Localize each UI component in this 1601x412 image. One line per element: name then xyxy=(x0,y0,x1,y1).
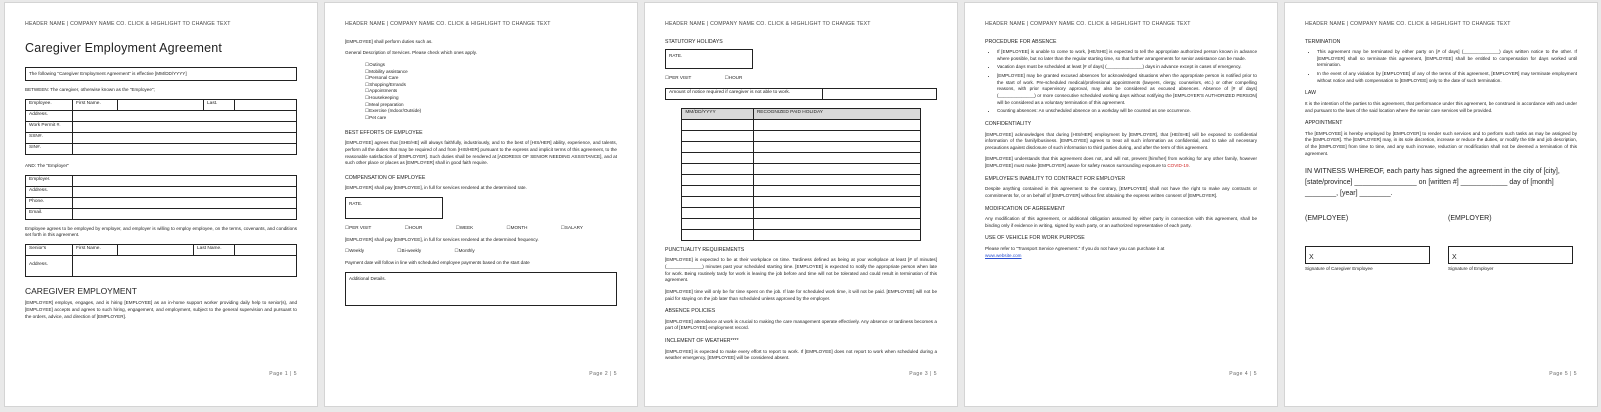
punctuality-heading: PUNCTUALITY REQUIREMENTS xyxy=(665,246,745,253)
rate-field[interactable]: RATE. xyxy=(345,197,443,219)
service-checkbox[interactable]: ☐Pet care xyxy=(365,115,387,121)
witness-statement: IN WITNESS WHEREOF, each party has signed the agreement in the city of [city], [state/province] ________________ on [written #] ____________ day of [month] ________, [year] ________. xyxy=(1305,168,1560,198)
holiday-date-cell[interactable] xyxy=(682,218,754,229)
page-number: Page 4 | 5 xyxy=(1229,370,1257,377)
senior-address-label: Address. xyxy=(26,255,73,276)
service-checkbox[interactable]: ☐Appointments xyxy=(365,88,398,94)
page-number: Page 1 | 5 xyxy=(269,370,297,377)
notice-field[interactable] xyxy=(823,88,937,99)
senior-table xyxy=(25,244,297,277)
frequency-options xyxy=(345,248,617,255)
employer-party-label: (EMPLOYER) xyxy=(1448,214,1492,222)
employee-signature-caption: Signature of Caregiver Employee xyxy=(1305,266,1373,272)
additional-details-field[interactable]: Additional Details. xyxy=(345,272,617,306)
termination-heading: TERMINATION xyxy=(1305,38,1341,45)
employment-heading: CAREGIVER EMPLOYMENT xyxy=(25,285,137,296)
effective-date-box[interactable]: The following "Caregiver Employment Agreement" is effective [MM/DD/YYYY] xyxy=(25,67,297,82)
rate-option[interactable]: ☐MONTH xyxy=(506,225,528,231)
services-checklist xyxy=(345,62,617,122)
holiday-date-cell[interactable] xyxy=(682,174,754,185)
email-field[interactable] xyxy=(73,208,297,219)
service-checkbox[interactable]: ☐Housekeeping xyxy=(365,95,399,101)
senior-address-field[interactable] xyxy=(73,255,297,276)
punctuality-text: [EMPLOYEE] is expected to be at their workplace on time. Tardiness defined as being at your workplace at least [# of minutes] (______________) minutes past your scheduled starting time. [EMPLOYEE] is expected to notify the appropriate person when late for work. Being routinely tardy for work is leaving the job before and time will not be tolerated and could result in termination of this agreement. xyxy=(665,257,937,283)
work-permit-field[interactable] xyxy=(73,121,297,132)
service-checkbox[interactable]: ☐Meal preparation xyxy=(365,101,404,107)
frequency-option[interactable]: ☐Monthly xyxy=(454,248,475,254)
holiday-date-cell[interactable] xyxy=(682,185,754,196)
ssn-label: SSN#. xyxy=(26,132,73,143)
party-headers xyxy=(1305,214,1577,224)
termination-list xyxy=(1305,49,1577,84)
rate-options xyxy=(345,225,617,232)
page-header: HEADER NAME | COMPANY NAME CO. CLICK & HIGHLIGHT TO CHANGE TEXT xyxy=(1305,21,1511,27)
page-2 xyxy=(324,2,638,407)
senior-first-label: First Name. xyxy=(73,244,118,255)
holidays-table xyxy=(681,108,920,241)
first-name-label: First Name. xyxy=(73,99,118,110)
procedure-item: • Vacation days must be scheduled at least [# of days] (______________) days in advance except in cases of emergency. xyxy=(997,64,1257,71)
page-header: HEADER NAME | COMPANY NAME CO. CLICK & HIGHLIGHT TO CHANGE TEXT xyxy=(345,21,551,27)
punctuality-text-2: [EMPLOYEE] time will only be for time spent on the job. If late for scheduled work time, it will not be paid. [EMPLOYEE] will not be paid for staying on the job later than scheduled unless approved by the employer. xyxy=(665,288,937,301)
page-3 xyxy=(644,2,958,407)
rate-option[interactable]: ☐PER VISIT xyxy=(345,225,372,231)
email-label: Email. xyxy=(26,208,73,219)
best-efforts-text: [EMPLOYEE] agrees that [SHE/HE] will always faithfully, industriously, and to the best of [HIS/HER] ability, experience, and talents, perform all the duties that may be required of and from [HIS/HER] pursuant to the express and implicit terms of this agreement, to the reasonable satisfaction of [EMPLOYER]. Such duties shall be rendered at [ADDRESS OF SENIOR NEEDING ASSISTANCE], and at such other place or places as [EMPLOYER] shall in good faith require. xyxy=(345,140,617,166)
termination-item: • In the event of any violation by [EMPLOYEE] of any of the terms of this agreement, [EMPLOYER] may terminate employment without notice and with compensation to [EMPLOYEE] only to the date of such termination. xyxy=(1317,71,1577,84)
employer-signature-field[interactable]: X xyxy=(1448,246,1573,264)
page-4 xyxy=(964,2,1278,407)
general-description: General Description of Services. Please check which ones apply. xyxy=(345,50,477,56)
employer-signature-block xyxy=(1448,246,1573,273)
phone-label: Phone. xyxy=(26,197,73,208)
page-number: Page 2 | 5 xyxy=(589,370,617,377)
page-5 xyxy=(1284,2,1598,407)
address-label: Address. xyxy=(26,110,73,121)
procedure-item: • Counting absences: An unscheduled absence on a workday will be counted as one occurrence. xyxy=(997,108,1257,115)
senior-last-label: Last Name. xyxy=(194,244,235,255)
page-header: HEADER NAME | COMPANY NAME CO. CLICK & HIGHLIGHT TO CHANGE TEXT xyxy=(985,21,1191,27)
rate-option[interactable]: ☐SALARY xyxy=(560,225,583,231)
employer-signature-caption: Signature of Employer xyxy=(1448,266,1494,272)
holiday-name-cell[interactable] xyxy=(753,141,920,152)
holiday-name-cell[interactable] xyxy=(753,218,920,229)
payment-text: Payment date will follow in line with scheduled employee payments based on the start date xyxy=(345,260,530,266)
absence-policies-heading: ABSENCE POLICIES xyxy=(665,308,716,315)
employer-label: Employer. xyxy=(26,175,73,186)
holiday-date-cell[interactable] xyxy=(682,207,754,218)
address-field[interactable] xyxy=(73,110,297,121)
signature-row xyxy=(1305,246,1577,273)
holiday-rate-field[interactable]: RATE. xyxy=(665,49,753,69)
employee-table xyxy=(25,99,297,155)
appointment-text: The [EMPLOYEE] is hereby employed by [EMPLOYER] to render such services and to perform such tasks as may be assigned by the [EMPLOYER]. The [EMPLOYER] may, in its sole discretion, increase or reduce the duties, or modify the title and job description, of the [EMPLOYEE] from time to time, and any such increase, reduction or modification shall not be deemed a termination of this agreement. xyxy=(1305,130,1577,156)
procedure-item: • [EMPLOYEE] may be granted excused absences for acknowledged situations when the appropriate person is notified prior to the start of work. Pre-scheduled medical/professional appointments (lawyers, clergy, counselors, etc.) or other compelling reasons, with prior supervisory approval, may also be considered as excused absences. Absence of [# of days] (______________) or more consecutive scheduled working days without notifying the [EMPLOYER'S AUTHORIZED PERSON] will be considered as a voluntary termination of this agreement. xyxy=(997,73,1257,106)
holiday-name-cell[interactable] xyxy=(753,130,920,141)
holiday-date-cell[interactable] xyxy=(682,119,754,130)
website-link[interactable]: www.website.com xyxy=(985,252,1022,258)
holiday-date-cell[interactable] xyxy=(682,196,754,207)
employment-text: [EMPLOYER] employs, engages, and is hiring [EMPLOYEE] as an in-home support worker providing daily help to senior(s), and [EMPLOYEE] accepts and agrees to such hiring, engagement, and employment, subject to the general supervision and pursuant to the orders, advice, and direction of [EMPLOYER]. xyxy=(25,300,297,319)
work-permit-label: Work Permit #. xyxy=(26,121,73,132)
page-number: Page 3 | 5 xyxy=(909,370,937,377)
last-name-label: Last. xyxy=(204,99,235,110)
employer-address-field[interactable] xyxy=(73,186,297,197)
employee-signature-field[interactable]: X xyxy=(1305,246,1430,264)
holiday-rate-option[interactable]: ☐HOUR xyxy=(724,75,743,81)
statutory-holidays-heading: STATUTORY HOLIDAYS xyxy=(665,38,723,45)
last-name-field[interactable] xyxy=(235,99,297,110)
holiday-date-cell[interactable] xyxy=(682,163,754,174)
senior-last-field[interactable] xyxy=(235,244,297,255)
holiday-name-header: RECOGNIZED PAID HOLIDAY xyxy=(753,108,920,119)
employee-party-label: (EMPLOYEE) xyxy=(1305,214,1349,222)
holiday-name-cell[interactable] xyxy=(753,152,920,163)
procedure-list xyxy=(985,49,1257,115)
holiday-name-cell[interactable] xyxy=(753,174,920,185)
service-checkbox[interactable]: ☐Shopping/Errands xyxy=(365,81,406,87)
service-checkbox[interactable]: ☐Outings xyxy=(365,61,385,67)
service-checkbox[interactable]: ☐Personal Care xyxy=(365,75,399,81)
holiday-date-cell[interactable] xyxy=(682,141,754,152)
page-1 xyxy=(4,2,318,407)
law-text: It is the intention of the parties to this agreement, that performance under this agreement, be construed in accordance with and under and pursuant to the laws of the said location where the senior care services will be provided. xyxy=(1305,100,1577,113)
holiday-name-cell[interactable] xyxy=(753,119,920,130)
duties-intro: [EMPLOYEE] shall perform duties such as. xyxy=(345,38,433,44)
holiday-name-cell[interactable] xyxy=(753,207,920,218)
appointment-heading: APPOINTMENT xyxy=(1305,120,1343,127)
sin-field[interactable] xyxy=(73,143,297,154)
compensation-heading: COMPENSATION OF EMPLOYEE xyxy=(345,174,426,181)
frequency-text: [EMPLOYER] shall pay [EMPLOYEE], in full for services rendered at the determined frequency. xyxy=(345,236,539,242)
vehicle-text: Please refer to "Transport Service Agreement." If you do not have you can purchase it at www.website.com xyxy=(985,246,1165,258)
employer-address-label: Address. xyxy=(26,186,73,197)
inability-text: Despite anything contained in this agreement to the contrary, [EMPLOYEE] shall not have the right to make any contracts or commitments for, or on behalf of [EMPLOYER] without first obtaining the express written consent of [EMPLOYER]. xyxy=(985,186,1257,198)
holiday-name-cell[interactable] xyxy=(753,185,920,196)
ssn-field[interactable] xyxy=(73,132,297,143)
service-checkbox[interactable]: ☐Exercise (Indoor/Outside) xyxy=(365,108,422,114)
page-header: HEADER NAME | COMPANY NAME CO. CLICK & HIGHLIGHT TO CHANGE TEXT xyxy=(665,21,871,27)
absence-policies-text: [EMPLOYEE] attendance at work is crucial to making the care management operate effectively. Any absence or tardiness becomes a part of [EMPLOYEE] employment record. xyxy=(665,318,937,331)
holiday-date-cell[interactable] xyxy=(682,152,754,163)
service-checkbox[interactable]: ☐Mobility assistance xyxy=(365,68,408,74)
modification-heading: MODIFICATION OF AGREEMENT xyxy=(985,205,1066,212)
compensation-text: [EMPLOYER] shall pay [EMPLOYEE], in full for services rendered at the determined rate. xyxy=(345,185,527,191)
frequency-option[interactable]: ☐Bi-weekly xyxy=(397,248,422,254)
holiday-date-cell[interactable] xyxy=(682,130,754,141)
senior-label: Senior's xyxy=(26,244,73,255)
holiday-name-cell[interactable] xyxy=(753,196,920,207)
document-title: Caregiver Employment Agreement xyxy=(25,40,223,55)
holiday-rate-option[interactable]: ☐PER VISIT xyxy=(665,75,692,81)
holiday-rate-options xyxy=(665,75,937,82)
holiday-date-cell[interactable] xyxy=(682,229,754,240)
sin-label: SIN#. xyxy=(26,143,73,154)
confidentiality-heading: CONFIDENTIALITY xyxy=(985,120,1032,127)
termination-item: • This agreement may be terminated by either party on [# of days] (______________) days written notice to the other. If [EMPLOYER] shall so terminate this agreement, [EMPLOYEE] shall be entitled to compensation for days worked until termination. xyxy=(1317,49,1577,69)
notice-label: Amount of notice required if caregiver is not able to work. xyxy=(666,88,823,99)
first-name-field[interactable] xyxy=(118,99,204,110)
law-heading: LAW xyxy=(1305,90,1317,97)
procedure-item: • If [EMPLOYEE] is unable to come to work, [HE/SHE] is expected to tell the appropriate authorized person known in advance where possible, but no later than the regular starting time, so that further arrangements for senior assistance can be made. xyxy=(997,49,1257,62)
holiday-name-cell[interactable] xyxy=(753,229,920,240)
holiday-date-header: MM/DD/YYYY xyxy=(682,108,754,119)
procedure-heading: PROCEDURE FOR ABSENCE xyxy=(985,38,1057,45)
frequency-option[interactable]: ☐Weekly xyxy=(345,248,365,254)
notice-table xyxy=(665,88,937,100)
page-number: Page 5 | 5 xyxy=(1549,370,1577,377)
agreement-text: Employee agrees to be employed by employer, and employer is willing to employ employee, on the terms, covenants, and conditions set forth in this agreement. xyxy=(25,225,297,238)
employee-signature-block xyxy=(1305,246,1430,273)
confidentiality-text: [EMPLOYEE] acknowledges that during [HIS/HER] employment by [EMPLOYER], that [HE/SHE] will be exposed to confidential information of the family/business. [EMPLOYEE] agrees to treat all such information as confidential, and to take all necessary precautions against disclosure of such information to third parties during, and after the term of this agreement. xyxy=(985,131,1257,150)
confidentiality-text-2: [EMPLOYEE] understands that this agreement does not, and will not, prevent [him/her] from working for any other family, however [EMPLOYEE] must make [EMPLOYER] aware for safety reason surrounding exposure to COVID-19. xyxy=(985,156,1257,169)
employer-table xyxy=(25,175,297,220)
senior-first-field[interactable] xyxy=(118,244,194,255)
employee-label: Employee. xyxy=(26,99,73,110)
covid-highlight: COVID-19 xyxy=(1167,163,1189,169)
weather-heading: INCLEMENT OF WEATHER**** xyxy=(665,338,739,345)
inability-heading: EMPLOYEE'S INABILITY TO CONTRACT FOR EMPLOYER xyxy=(985,175,1126,182)
phone-field[interactable] xyxy=(73,197,297,208)
between-text: BETWEEN: The caregiver, otherwise known as the "Employee"; xyxy=(25,87,155,93)
and-employer-text: AND: The "Employer" xyxy=(25,162,70,168)
employer-field[interactable] xyxy=(73,175,297,186)
rate-option[interactable]: ☐WEEK xyxy=(455,225,474,231)
weather-text: [EMPLOYEE] is expected to make every effort to report to work. If [EMPLOYEE] does not report to work when scheduled during a weather emergency, [EMPLOYEE] will be considered absent. xyxy=(665,348,937,361)
best-efforts-heading: BEST EFFORTS OF EMPLOYEE xyxy=(345,129,423,136)
holiday-name-cell[interactable] xyxy=(753,163,920,174)
vehicle-heading: USE OF VEHICLE FOR WORK PURPOSE xyxy=(985,235,1085,242)
page-header: HEADER NAME | COMPANY NAME CO. CLICK & HIGHLIGHT TO CHANGE TEXT xyxy=(25,21,231,27)
rate-option[interactable]: ☐HOUR xyxy=(404,225,423,231)
modification-text: Any modification of this agreement, or additional obligation assumed by either party in connection with this agreement, shall be binding only if evidence in writing, signed by each party, or an authorized representative of each party. xyxy=(985,216,1257,228)
